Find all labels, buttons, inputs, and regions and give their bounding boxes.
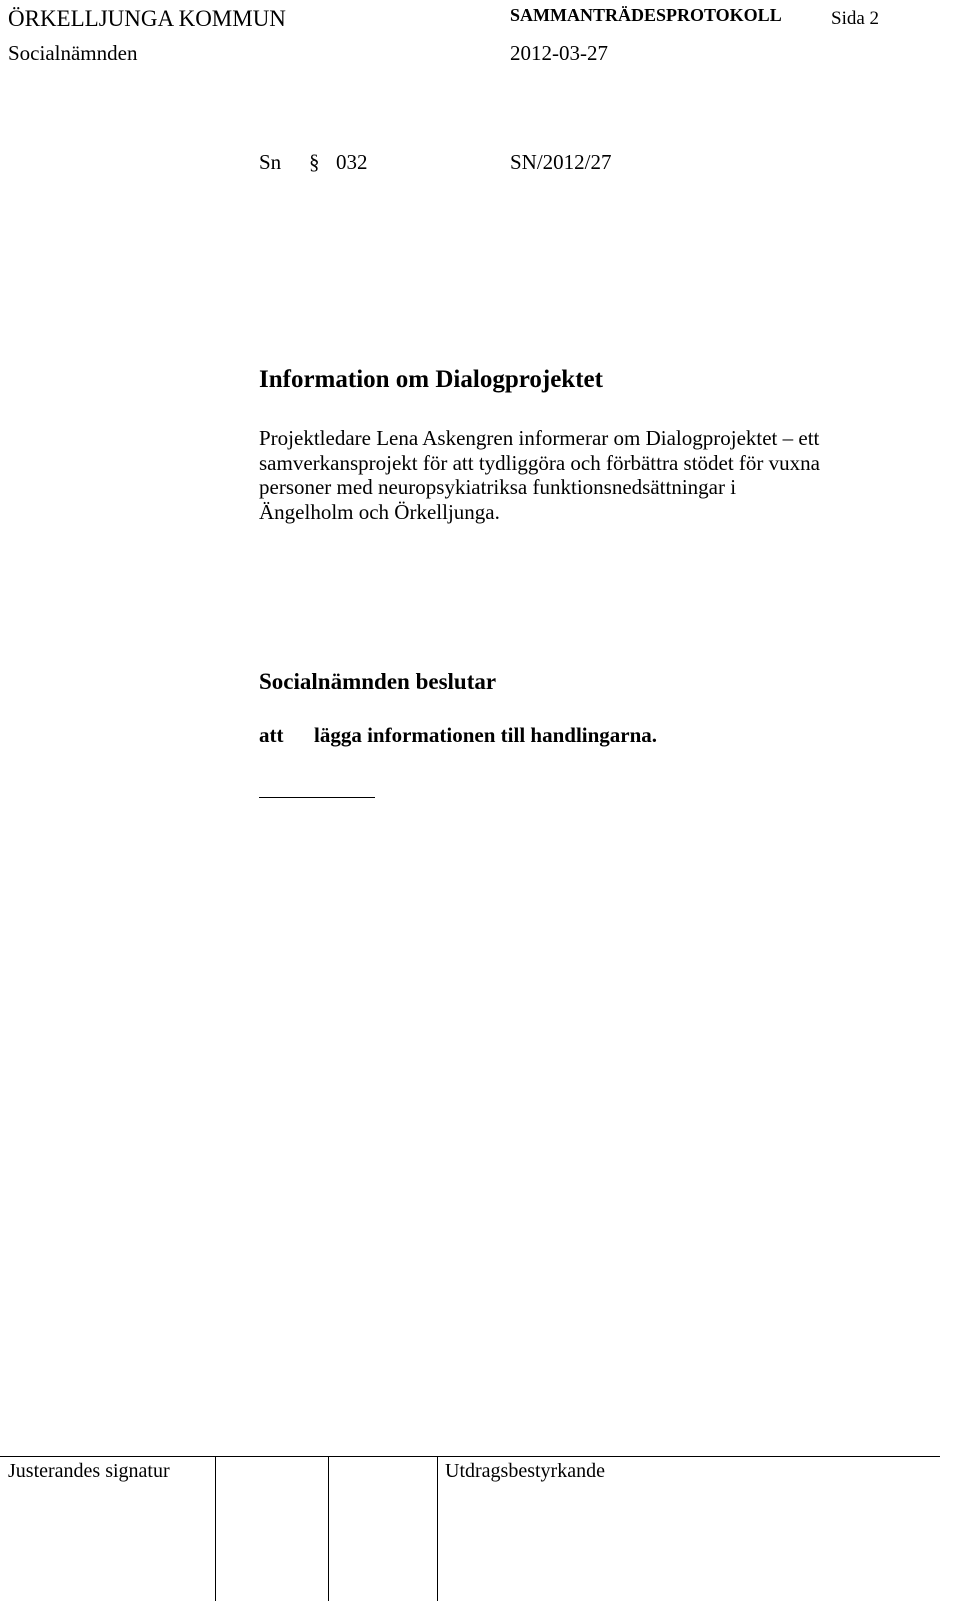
body-line: Projektledare Lena Askengren informerar om Dialogprojektet – ett [259,426,820,450]
decision-heading: Socialnämnden beslutar [259,669,497,694]
meeting-date: 2012-03-27 [510,41,608,65]
body-line: Ängelholm och Örkelljunga. [259,499,500,524]
end-rule [259,797,375,798]
paragraph-number: 032 [336,150,368,174]
item-body [259,426,899,524]
page-number: Sida 2 [831,8,880,29]
body-line: samverkansprojekt för att tydliggöra och förbättra stödet för vuxna [259,450,820,475]
footer-divider [437,1456,438,1601]
diary-number: SN/2012/27 [510,150,612,174]
certification-label: Utdragsbestyrkande [445,1460,605,1482]
decision-text: lägga informationen till handlingarna. [314,723,658,747]
footer-rule [0,1456,940,1457]
paragraph-prefix: Sn [259,150,282,174]
organization-name: ÖRKELLJUNGA KOMMUN [8,6,286,31]
decision-att: att [259,723,284,747]
footer-divider [328,1456,329,1601]
board-name: Socialnämnden [8,41,138,65]
item-title: Information om Dialogprojektet [259,366,603,393]
body-line: personer med neuropsykiatriksa funktionsnedsättningar i [259,475,737,500]
section-symbol: § [309,150,320,174]
footer-divider [215,1456,216,1601]
signature-label: Justerandes signatur [8,1460,170,1482]
document-type: SAMMANTRÄDESPROTOKOLL [510,5,782,25]
